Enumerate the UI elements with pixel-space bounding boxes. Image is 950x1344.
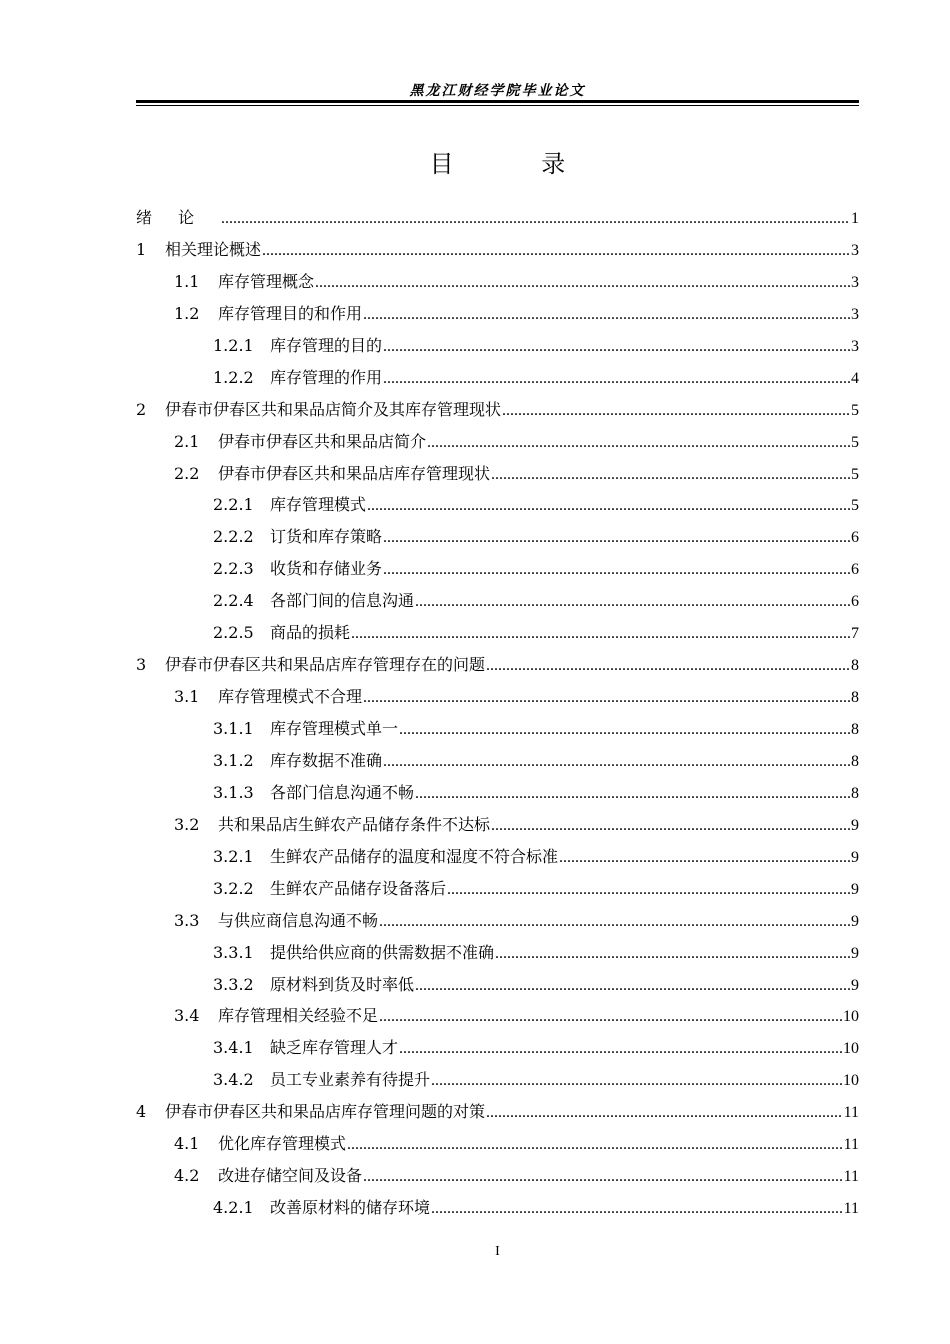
toc-leader-dots <box>415 586 850 618</box>
toc-entry[interactable] <box>136 809 859 841</box>
toc-entry-page: 8 <box>851 657 859 675</box>
toc-entry-number: 1.1 <box>174 271 200 291</box>
toc-title: 目 录 <box>429 150 606 178</box>
toc-leader-dots <box>363 299 850 331</box>
toc-entry-page: 5 <box>851 465 859 483</box>
footer-page-number: I <box>495 1244 500 1259</box>
toc-leader-dots <box>383 331 850 363</box>
toc-entry-number: 1 <box>136 239 147 259</box>
toc-entry-number: 2.2.3 <box>213 559 254 579</box>
toc-leader-dots <box>486 650 850 682</box>
toc-entry[interactable] <box>136 841 859 873</box>
toc-entry-number: 3.1.2 <box>213 750 254 770</box>
toc-entry[interactable] <box>136 585 859 617</box>
toc-entry-page: 3 <box>851 241 859 259</box>
toc-entry[interactable] <box>136 330 859 362</box>
toc-entry-number: 3 <box>136 655 147 675</box>
toc-entry-number: 3.2 <box>174 814 200 834</box>
toc-entry[interactable] <box>136 1032 859 1064</box>
toc-entry-number: 3.3.2 <box>213 974 254 994</box>
toc-entry-number: 1.2.2 <box>213 367 254 387</box>
toc-leader-dots <box>221 203 850 235</box>
toc-entry-page: 10 <box>843 1040 859 1058</box>
toc-entry-page: 9 <box>851 944 859 962</box>
toc-entry-number: 4.2.1 <box>213 1198 254 1218</box>
toc-leader-dots <box>415 970 850 1002</box>
toc-leader-dots <box>379 906 850 938</box>
toc-entry-page: 3 <box>851 273 859 291</box>
toc-entry-number: 4.1 <box>174 1134 200 1154</box>
toc-entry-title: 原材料到货及时率低 <box>270 974 415 994</box>
toc-entry-page: 4 <box>851 369 859 387</box>
toc-entry-number: 2.2.2 <box>213 527 254 547</box>
toc-leader-dots <box>399 1033 842 1065</box>
toc-entry-page: 3 <box>851 305 859 323</box>
toc-entry-title: 伊春市伊春区共和果品店库存管理存在的问题 <box>165 655 486 675</box>
toc-entry[interactable] <box>136 234 859 266</box>
toc-entry-number: 1.2 <box>174 303 200 323</box>
toc-entry-number: 2.2.4 <box>213 591 254 611</box>
toc-leader-dots <box>447 874 850 906</box>
toc-entry-title: 商品的损耗 <box>270 623 351 643</box>
toc-entry-number: 2.1 <box>174 431 200 451</box>
toc-entry-page: 6 <box>851 593 859 611</box>
toc-leader-dots <box>559 842 850 874</box>
toc-entry-number: 3.1 <box>174 687 200 707</box>
toc-entry-page: 8 <box>851 721 859 738</box>
toc-leader-dots <box>367 490 850 522</box>
toc-entry-page: 11 <box>843 1168 859 1186</box>
toc-leader-dots <box>347 1129 843 1161</box>
toc-entry-page: 6 <box>851 561 859 579</box>
toc-entry-title: 提供给供应商的供需数据不准确 <box>270 942 495 962</box>
toc-entry-number: 3.2.2 <box>213 878 254 898</box>
toc-entry-page: 10 <box>843 1072 859 1090</box>
toc-entry-page: 11 <box>843 1200 859 1218</box>
toc-entry-title: 绪论 <box>136 208 221 227</box>
toc-entry[interactable] <box>136 1160 859 1192</box>
toc-entry-page: 6 <box>851 529 859 547</box>
running-header: 黑龙江财经学院毕业论文 <box>409 83 586 99</box>
toc-entry[interactable] <box>136 681 859 713</box>
toc-entry[interactable] <box>136 617 859 649</box>
toc-leader-dots <box>431 1065 842 1097</box>
toc-entry-number: 2.2.5 <box>213 623 254 643</box>
toc-entry[interactable] <box>136 713 859 745</box>
toc-leader-dots <box>383 363 850 395</box>
toc-entry-page: 3 <box>851 337 859 355</box>
toc-entry-page: 7 <box>851 625 859 643</box>
toc-leader-dots <box>427 427 850 459</box>
toc-entry-number: 3.2.1 <box>213 846 254 866</box>
toc-leader-dots <box>383 522 850 554</box>
toc-entry[interactable] <box>136 905 859 937</box>
toc-entry[interactable] <box>136 1000 859 1032</box>
toc-leader-dots <box>315 267 850 299</box>
toc-entry-page: 9 <box>851 976 859 994</box>
toc-entry[interactable] <box>136 266 859 298</box>
toc-entry[interactable] <box>136 521 859 553</box>
toc-entry[interactable] <box>136 1192 859 1224</box>
toc-leader-dots <box>431 1193 843 1225</box>
toc-leader-dots <box>363 682 850 714</box>
toc-entry-page: 5 <box>851 497 859 515</box>
toc-entry[interactable] <box>136 553 859 585</box>
toc-entry-title: 员工专业素养有待提升 <box>270 1070 431 1090</box>
toc-entry-title: 改善原材料的储存环境 <box>270 1198 431 1218</box>
toc-entry-number: 3.1.1 <box>213 719 254 738</box>
toc-entry-title: 与供应商信息沟通不畅 <box>218 910 379 930</box>
header-rule-thick <box>136 100 859 103</box>
header-rule-thin <box>136 105 859 106</box>
toc-entry-page: 10 <box>843 1008 859 1026</box>
toc-leader-dots <box>383 554 850 586</box>
toc-entry-number: 2 <box>136 399 147 419</box>
toc-entry-title: 库存管理概念 <box>218 271 315 291</box>
toc-entry-title: 伊春市伊春区共和果品店简介及其库存管理现状 <box>165 399 502 419</box>
toc-entry[interactable] <box>136 489 859 521</box>
toc-entry-title: 各部门信息沟通不畅 <box>270 782 415 802</box>
toc-entry[interactable] <box>136 873 859 905</box>
toc-entry-title: 库存管理目的和作用 <box>218 303 363 323</box>
toc-entry[interactable] <box>136 298 859 330</box>
toc-entry-number: 3.3.1 <box>213 942 254 962</box>
toc-entry-number: 2.2.1 <box>213 495 254 515</box>
toc-entry-title: 库存数据不准确 <box>270 750 383 770</box>
toc-entry-page: 1 <box>851 210 859 227</box>
table-of-contents <box>136 202 859 1224</box>
toc-entry[interactable] <box>136 649 859 681</box>
toc-entry-page: 5 <box>851 433 859 451</box>
toc-leader-dots <box>491 810 850 842</box>
toc-entry[interactable] <box>136 745 859 777</box>
toc-entry-title: 缺乏库存管理人才 <box>270 1038 399 1058</box>
toc-leader-dots <box>383 746 850 778</box>
toc-entry[interactable] <box>136 1096 859 1128</box>
toc-entry-title: 库存管理模式单一 <box>270 719 399 738</box>
toc-entry-page: 8 <box>851 752 859 770</box>
toc-entry-number: 2.2 <box>174 463 200 483</box>
toc-entry-title: 库存管理的目的 <box>270 335 383 355</box>
toc-entry[interactable] <box>136 1128 859 1160</box>
toc-entry-page: 9 <box>851 816 859 834</box>
toc-entry-page: 5 <box>851 401 859 419</box>
toc-leader-dots <box>415 778 850 810</box>
toc-entry-title: 改进存储空间及设备 <box>218 1166 363 1186</box>
toc-entry-title: 共和果品店生鲜农产品储存条件不达标 <box>218 814 491 834</box>
toc-entry-number: 3.4 <box>174 1006 200 1026</box>
toc-entry-number: 4 <box>136 1102 147 1122</box>
toc-entry-page: 8 <box>851 689 859 707</box>
toc-leader-dots <box>379 1001 842 1033</box>
toc-entry-title: 伊春市伊春区共和果品店库存管理现状 <box>218 463 491 483</box>
toc-entry-title: 伊春市伊春区共和果品店库存管理问题的对策 <box>165 1102 486 1122</box>
toc-entry[interactable] <box>136 202 859 234</box>
toc-entry-number: 3.3 <box>174 910 200 930</box>
toc-entry-title: 库存管理的作用 <box>270 367 383 387</box>
toc-entry[interactable] <box>136 969 859 1001</box>
toc-leader-dots <box>351 618 850 650</box>
toc-entry-number: 3.4.2 <box>213 1070 254 1090</box>
toc-entry[interactable] <box>136 426 859 458</box>
toc-entry-title: 优化库存管理模式 <box>218 1134 347 1154</box>
toc-entry-title: 各部门间的信息沟通 <box>270 591 415 611</box>
toc-entry-title: 收货和存储业务 <box>270 559 383 579</box>
toc-leader-dots <box>363 1161 843 1193</box>
toc-entry[interactable] <box>136 458 859 490</box>
toc-leader-dots <box>502 395 850 427</box>
toc-entry-number: 3.4.1 <box>213 1038 254 1058</box>
toc-entry[interactable] <box>136 394 859 426</box>
toc-leader-dots <box>262 235 850 267</box>
toc-entry-title: 伊春市伊春区共和果品店简介 <box>218 431 427 451</box>
toc-entry-page: 9 <box>851 880 859 898</box>
toc-leader-dots <box>486 1097 843 1129</box>
toc-entry-title: 生鲜农产品储存设备落后 <box>270 878 447 898</box>
toc-entry[interactable] <box>136 937 859 969</box>
toc-entry-page: 9 <box>851 912 859 930</box>
toc-leader-dots <box>491 459 850 491</box>
toc-entry-title: 库存管理模式 <box>270 495 367 515</box>
toc-entry[interactable] <box>136 1064 859 1096</box>
toc-entry-page: 11 <box>843 1136 859 1154</box>
toc-entry-number: 1.2.1 <box>213 335 254 355</box>
toc-entry-title: 库存管理相关经验不足 <box>218 1006 379 1026</box>
toc-entry-title: 相关理论概述 <box>165 239 262 259</box>
toc-entry-title: 库存管理模式不合理 <box>218 687 363 707</box>
toc-entry-number: 3.1.3 <box>213 782 254 802</box>
toc-entry[interactable] <box>136 362 859 394</box>
toc-entry-number: 4.2 <box>174 1166 200 1186</box>
toc-entry-page: 11 <box>843 1104 859 1122</box>
toc-leader-dots <box>399 714 850 746</box>
toc-entry-title: 生鲜农产品储存的温度和湿度不符合标准 <box>270 846 559 866</box>
toc-entry-title: 订货和库存策略 <box>270 527 383 547</box>
toc-leader-dots <box>495 938 850 970</box>
toc-entry-page: 9 <box>851 848 859 866</box>
toc-entry[interactable] <box>136 777 859 809</box>
toc-entry-page: 8 <box>851 784 859 802</box>
